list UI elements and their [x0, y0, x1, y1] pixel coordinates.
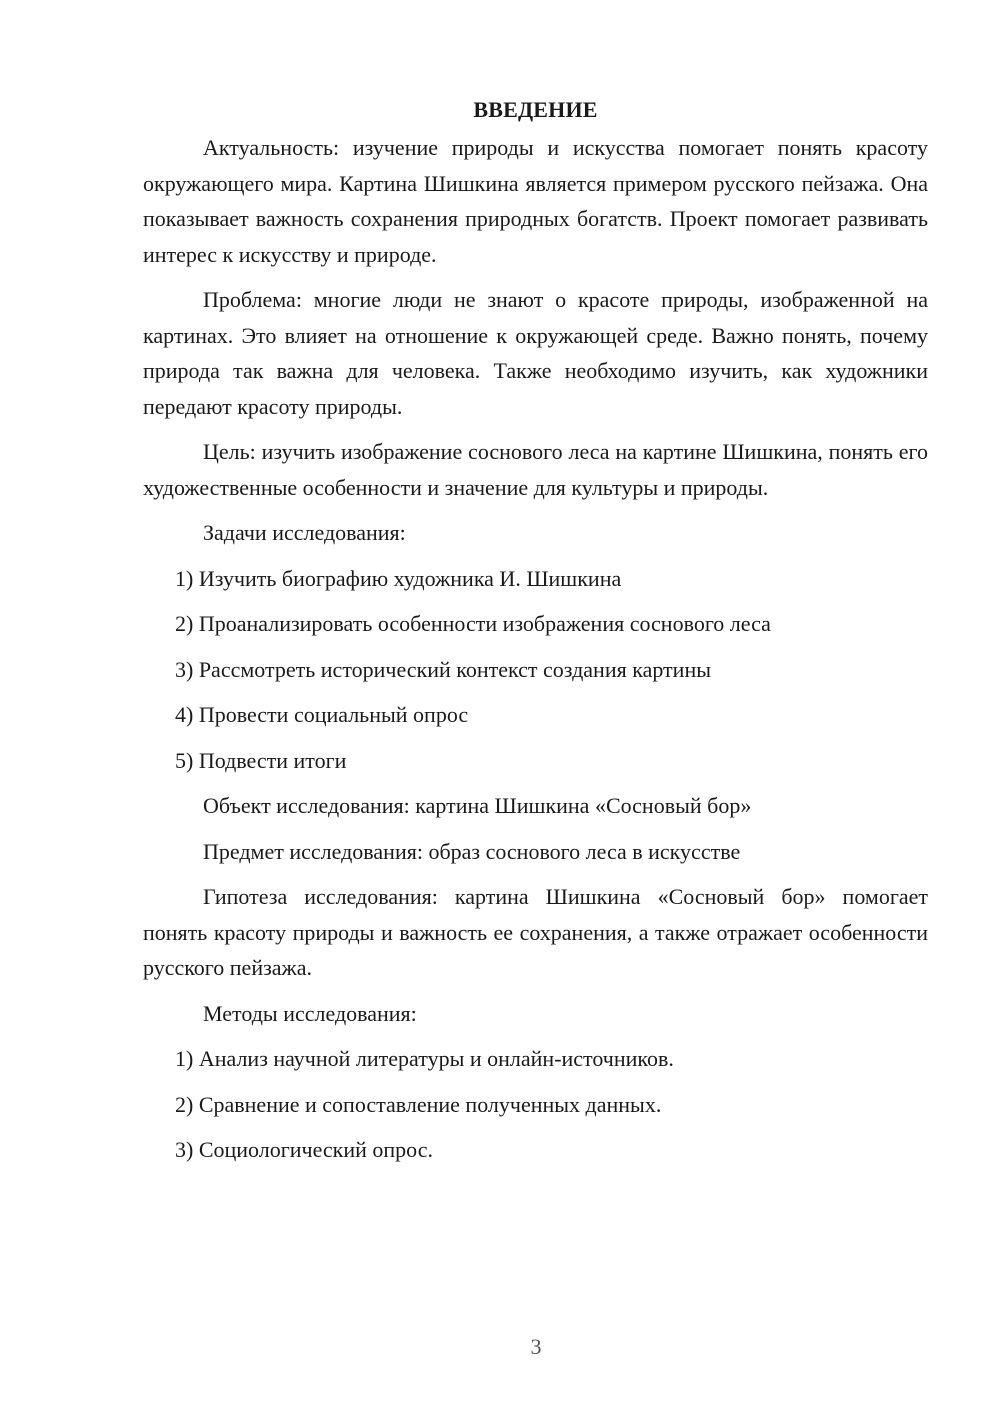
page-number: 3	[530, 1334, 542, 1359]
methods-list	[143, 1041, 928, 1167]
task-item: 4) Провести социальный опрос	[175, 702, 469, 727]
methods-title: Методы исследования:	[203, 1000, 417, 1026]
page-content	[143, 92, 928, 1178]
method-item: 1) Анализ научной литературы и онлайн-источников.	[175, 1046, 674, 1071]
hypothesis-paragraph: Гипотеза исследования: картина Шишкина «Сосновый бор» помогает понять красоту природы и важность ее сохранения, а также отражает особенности русского пейзажа.	[143, 884, 928, 980]
task-item: 5) Подвести итоги	[175, 747, 347, 773]
method-item: 3) Социологический опрос.	[175, 1137, 433, 1162]
task-item: 3) Рассмотреть исторический контекст создания картины	[175, 656, 711, 682]
goal-paragraph: Цель: изучить изображение соснового леса на картине Шишкина, понять его художественные особенности и значение для культуры и природы.	[143, 439, 928, 500]
relevance-paragraph: Актуальность: изучение природы и искусства помогает понять красоту окружающего мира. Картина Шишкина является примером русского пейзажа. Она показывает важность сохранения природных богатств. Проект помогает развивать интерес к искусству и природе.	[143, 135, 928, 267]
problem-paragraph: Проблема: многие люди не знают о красоте природы, изображенной на картинах. Это влияет на отношение к окружающей среде. Важно понять, почему природа так важна для человека. Также необходимо изучить, как художники передают красоту природы.	[143, 287, 928, 419]
research-object: Объект исследования: картина Шишкина «Сосновый бор»	[203, 793, 752, 818]
section-heading: ВВЕДЕНИЕ	[473, 97, 598, 122]
tasks-list	[143, 561, 928, 778]
task-item: 2) Проанализировать особенности изображения соснового леса	[175, 611, 771, 636]
tasks-title: Задачи исследования:	[203, 520, 406, 545]
task-item: 1) Изучить биографию художника И. Шишкина	[175, 565, 622, 591]
research-subject: Предмет исследования: образ соснового леса в искусстве	[203, 838, 741, 864]
method-item: 2) Сравнение и сопоставление полученных данных.	[175, 1091, 662, 1117]
